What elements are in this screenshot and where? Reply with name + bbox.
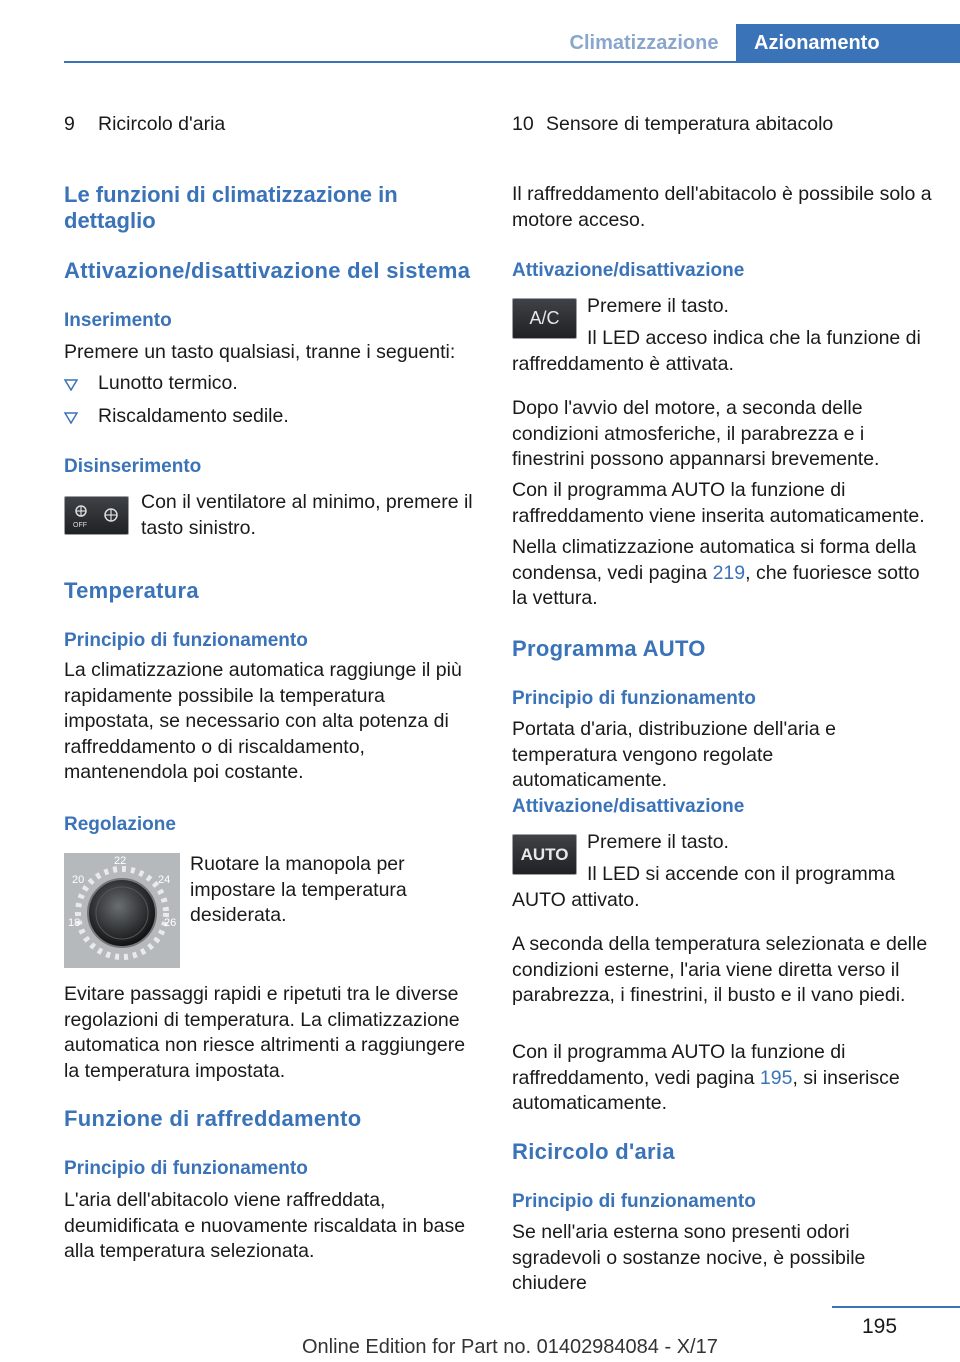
- ac-button[interactable]: A/C: [512, 298, 577, 339]
- recirculation-principle-heading: Principio di funzionamento: [512, 1191, 756, 1212]
- condensation-text-end: , che fuoriesce sotto la vettura.: [512, 561, 920, 609]
- cooling-only-text: Il raffreddamento dell'abitacolo è possibile solo a motore acceso.: [512, 183, 932, 231]
- temperature-dial-image: [64, 853, 180, 968]
- condensation-text-start: Nella climatizzazione automatica si forma della condensa, vedi pagina: [512, 536, 917, 584]
- auto-ref-text: [512, 1040, 932, 1117]
- avoid-text: Evitare passaggi rapidi e ripetuti tra le diverse regolazioni di temperatura. La climatizzazione automatica non riesce altrimenti a raggiungere la temperatura impostata.: [64, 983, 466, 1082]
- auto-program-heading: Programma AUTO: [512, 636, 706, 661]
- list-item-text: Riscaldamento sedile.: [98, 405, 289, 427]
- auto-text: Portata d'aria, distribuzione dell'aria e temperatura vengono regolate automaticamente.: [512, 718, 836, 791]
- auto-cool-text: Con il programma AUTO la funzione di raffreddamento viene inserita automaticamente.: [512, 479, 925, 527]
- dial-label: 26: [164, 917, 177, 929]
- off-text: Con il ventilatore al minimo, premere il tasto sinistro.: [141, 491, 473, 539]
- svg-text:OFF: OFF: [73, 522, 87, 529]
- recirculation-heading: Ricircolo d'aria: [512, 1139, 675, 1164]
- ac-onoff-heading: Attivazione/disattivazione: [512, 260, 745, 281]
- page-header: [0, 0, 960, 62]
- air-direction-text: A seconda della temperatura selezionata e delle condizioni esterne, l'aria viene diretta verso il parabrezza, i finestrini, il busto e il vano piedi.: [512, 933, 928, 1006]
- fog-text: Dopo l'avvio del motore, a seconda delle condizioni atmosferiche, il parabrezza e i finestrini possono appannarsi brevemente.: [512, 397, 880, 470]
- page-link[interactable]: 219: [712, 561, 746, 584]
- section-tab[interactable]: Climatizzazione: [569, 32, 719, 54]
- auto-button[interactable]: AUTO: [512, 834, 577, 875]
- triangle-bullet-icon: [64, 379, 78, 391]
- temperature-heading: Temperatura: [64, 578, 199, 603]
- cooling-text: L'aria dell'abitacolo viene raffreddata, deumidificata e nuovamente riscaldata in base alla temperatura selezionata.: [64, 1189, 466, 1262]
- fan-off-icon: [65, 497, 128, 534]
- regulation-text: Ruotare la manopola per impostare la temperatura desiderata.: [190, 853, 407, 926]
- legend-text: Sensore di temperatura abitacolo: [546, 113, 834, 135]
- temperature-text: La climatizzazione automatica raggiunge il più rapidamente possibile la temperatura impostata, se necessario con alta potenza di raffreddamento o di riscaldamento, mantenendola poi costante.: [64, 659, 462, 783]
- recirculation-text: Se nell'aria esterna sono presenti odori sgradevoli o sostanze nocive, è possibile chiudere: [512, 1221, 866, 1294]
- ac-led-text: Il LED acceso indica che la funzione di raffreddamento è attivata.: [512, 327, 921, 375]
- footer-rule: [832, 1306, 960, 1308]
- off-fan-button[interactable]: [64, 496, 129, 535]
- legend-text: Ricircolo d'aria: [98, 113, 226, 135]
- dial-label: 24: [158, 874, 171, 886]
- legend-number: 9: [64, 113, 75, 135]
- cooling-heading: Funzione di raffreddamento: [64, 1106, 362, 1131]
- dial-label: 18: [68, 917, 81, 929]
- dial-label: 22: [114, 855, 127, 867]
- on-text: Premere un tasto qualsiasi, tranne i seguenti:: [64, 341, 456, 363]
- system-heading: Attivazione/disattivazione del sistema: [64, 258, 471, 283]
- chapter-tab[interactable]: Azionamento: [736, 24, 960, 62]
- condensation-text: [512, 535, 932, 612]
- dial-label: 20: [72, 874, 85, 886]
- auto-principle-heading: Principio di funzionamento: [512, 688, 756, 709]
- page-link[interactable]: 195: [759, 1066, 793, 1089]
- legend-number: 10: [512, 113, 534, 135]
- temperature-principle-heading: Principio di funzionamento: [64, 630, 308, 651]
- legend-item: [512, 112, 834, 137]
- off-heading: Disinserimento: [64, 456, 202, 477]
- regulation-heading: Regolazione: [64, 814, 176, 835]
- legend-item: [64, 112, 226, 137]
- auto-ref-text-end: , si inserisce automaticamente.: [512, 1066, 900, 1114]
- auto-ref-text-start: Con il programma AUTO la funzione di raffreddamento, vedi pagina: [512, 1041, 846, 1089]
- ac-press-text: Premere il tasto.: [587, 295, 729, 317]
- triangle-bullet-icon: [64, 412, 78, 424]
- auto-press-text: Premere il tasto.: [587, 831, 729, 853]
- list-item-text: Lunotto termico.: [98, 372, 238, 394]
- cooling-principle-heading: Principio di funzionamento: [64, 1158, 308, 1179]
- page-number: 195: [862, 1315, 898, 1338]
- on-heading: Inserimento: [64, 310, 172, 331]
- auto-led-text: Il LED si accende con il programma AUTO attivato.: [512, 863, 895, 911]
- section-title: Le funzioni di climatizzazione in dettaglio: [64, 182, 398, 233]
- header-rule: [64, 61, 960, 63]
- edition-line: Online Edition for Part no. 01402984084 - X/17: [302, 1336, 718, 1358]
- temperature-dial-icon: [64, 853, 180, 968]
- auto-onoff-heading: Attivazione/disattivazione: [512, 796, 745, 817]
